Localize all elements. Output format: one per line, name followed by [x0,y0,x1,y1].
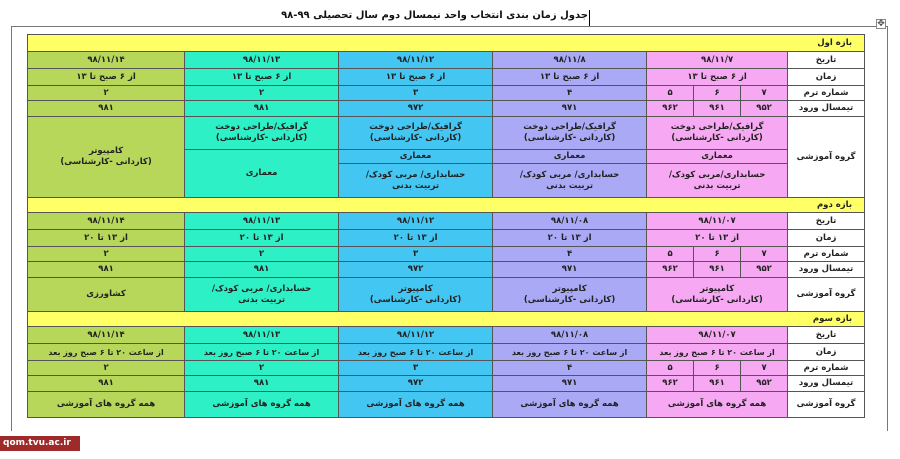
group-cell [185,278,339,312]
time-cell: از ساعت ۲۰ تا ۶ صبح روز بعد [493,344,647,361]
table-row [28,101,865,117]
time-cell: از ۶ صبح تا ۱۳ [185,69,339,86]
group-line: (کاردانی -کارشناسی) [671,294,763,305]
group-cell: همه گروه های آموزشی [339,392,493,418]
group-cell [185,117,339,150]
term-cell: ۷ [741,247,788,262]
term-cell: ۲ [28,86,185,101]
row-label-group: گروه آموزشی [788,392,865,418]
table-row [28,327,865,344]
group-cell [339,117,493,150]
time-cell: از ساعت ۲۰ تا ۶ صبح روز بعد [647,344,788,361]
entry-cell: ۹۷۱ [493,262,647,278]
table-row [28,361,865,376]
group-cell: کشاورزی [28,278,185,312]
date-cell: ۹۸/۱۱/۰۸ [493,327,647,344]
date-cell: ۹۸/۱۱/۰۷ [647,327,788,344]
row-label-date: تاریخ [788,213,865,230]
row-label-entry: تیمسال ورود [788,101,865,117]
entry-cell: ۹۷۲ [339,376,493,392]
phase-header: بازه دوم [28,198,865,213]
date-cell: ۹۸/۱۱/۱۲ [339,327,493,344]
table-row [28,262,865,278]
date-cell: ۹۸/۱۱/۱۳ [185,327,339,344]
group-cell: همه گروه های آموزشی [185,392,339,418]
date-cell: ۹۸/۱۱/۱۳ [185,213,339,230]
phase-header: بازه سوم [28,312,865,327]
group-line: گرافیک/طراحی دوخت [670,122,764,132]
group-line: کامپیوتر [552,283,587,294]
row-label-date: تاریخ [788,52,865,69]
group-line: گرافیک/طراحی دوخت [369,122,462,132]
term-cell: ۶ [694,86,741,101]
entry-cell: ۹۸۱ [28,101,185,117]
table-row [28,392,865,418]
time-cell: از ۱۳ تا ۲۰ [647,230,788,247]
entry-cell: ۹۸۱ [185,101,339,117]
page-title: جدول زمان بندی انتخاب واحد نیمسال دوم سال تحصیلی ۹۹-۹۸ [281,10,588,21]
term-cell: ۲ [28,361,185,376]
term-cell: ۲ [28,247,185,262]
table-row [28,86,865,101]
time-cell: از ۶ صبح تا ۱۳ [647,69,788,86]
table-row [28,376,865,392]
row-label-term: شماره ترم [788,86,865,101]
group-line: حسابداری/ مربی کودک/ [365,169,466,180]
group-cell [493,117,647,150]
row-label-term: شماره ترم [788,361,865,376]
table-row [28,117,865,150]
entry-cell: ۹۶۲ [647,101,694,117]
term-cell: ۵ [647,247,694,262]
group-cell: همه گروه های آموزشی [28,392,185,418]
date-cell: ۹۸/۱۱/۱۳ [185,52,339,69]
group-cell: معماری [185,150,339,198]
time-cell: از ۱۳ تا ۲۰ [185,230,339,247]
time-cell: از ۱۳ تا ۲۰ [339,230,493,247]
time-cell: از ۶ صبح تا ۱۳ [28,69,185,86]
entry-cell: ۹۸۱ [185,376,339,392]
group-cell [647,117,788,150]
table-row [28,230,865,247]
group-line: کامپیوتر [700,283,735,294]
date-cell: ۹۸/۱۱/۰۸ [493,213,647,230]
table-frame-left [11,26,12,431]
term-cell: ۳ [339,86,493,101]
table-row [28,344,865,361]
group-cell [493,164,647,198]
group-line: تربیت بدنی [238,294,286,305]
entry-cell: ۹۷۲ [339,262,493,278]
row-label-entry: تیمسال ورود [788,262,865,278]
group-line: (کاردانی -کارشناسی) [60,157,152,167]
table-move-handle-icon[interactable]: ✥ [877,19,885,29]
term-cell: ۴ [493,86,647,101]
site-logo-watermark: qom.tvu.ac.ir [0,436,80,451]
group-cell: همه گروه های آموزشی [493,392,647,418]
entry-cell: ۹۶۱ [694,262,741,278]
group-line: حسابداری/مربی کودک/ [668,169,766,180]
term-cell: ۳ [339,247,493,262]
date-cell: ۹۸/۱۱/۱۴ [28,213,185,230]
table-frame-top [11,26,888,27]
group-cell: معماری [647,150,788,164]
entry-cell: ۹۸۱ [185,262,339,278]
phase-header: بازه اول [28,35,865,52]
table-frame-right [887,26,888,431]
group-cell [339,164,493,198]
date-cell: ۹۸/۱۱/۷ [647,52,788,69]
group-cell: همه گروه های آموزشی [647,392,788,418]
row-label-time: زمان [788,69,865,86]
entry-cell: ۹۶۲ [647,376,694,392]
group-line: گرافیک/طراحی دوخت [523,122,616,132]
group-cell: معماری [339,150,493,164]
group-line: تربیت بدنی [392,180,440,191]
row-label-group: گروه آموزشی [788,278,865,312]
term-cell: ۶ [694,247,741,262]
entry-cell: ۹۶۱ [694,101,741,117]
entry-cell: ۹۶۲ [647,262,694,278]
group-line: گرافیک/طراحی دوخت [215,122,308,132]
term-cell: ۷ [741,86,788,101]
row-label-date: تاریخ [788,327,865,344]
time-cell: از ۶ صبح تا ۱۳ [493,69,647,86]
entry-cell: ۹۵۲ [741,376,788,392]
time-cell: از ۱۳ تا ۲۰ [28,230,185,247]
time-cell: از ۱۳ تا ۲۰ [493,230,647,247]
group-line: (کاردانی -کارشناسی) [671,133,763,143]
date-cell: ۹۸/۱۱/۸ [493,52,647,69]
group-line: (کاردانی -کارشناسی) [369,294,462,305]
group-line: تربیت بدنی [693,180,741,191]
date-cell: ۹۸/۱۱/۱۴ [28,52,185,69]
entry-cell: ۹۸۱ [28,262,185,278]
row-label-time: زمان [788,230,865,247]
entry-cell: ۹۵۲ [741,101,788,117]
group-line: حسابداری/ مربی کودک/ [519,169,620,180]
time-cell: از ساعت ۲۰ تا ۶ صبح روز بعد [339,344,493,361]
term-cell: ۷ [741,361,788,376]
group-cell [339,278,493,312]
group-line: (کاردانی -کارشناسی) [523,294,616,305]
group-line: (کاردانی -کارشناسی) [369,133,462,143]
group-cell: معماری [493,150,647,164]
group-line: تربیت بدنی [546,180,594,191]
term-cell: ۴ [493,247,647,262]
entry-cell: ۹۵۲ [741,262,788,278]
group-cell [493,278,647,312]
term-cell: ۲ [185,361,339,376]
term-cell: ۲ [185,86,339,101]
entry-cell: ۹۷۱ [493,376,647,392]
group-line: حسابداری/ مربی کودک/ [211,283,312,294]
entry-cell: ۹۷۱ [493,101,647,117]
table-row [28,213,865,230]
entry-cell: ۹۷۲ [339,101,493,117]
term-cell: ۵ [647,86,694,101]
date-cell: ۹۸/۱۱/۱۴ [28,327,185,344]
table-row [28,247,865,262]
table-row [28,69,865,86]
group-line: (کاردانی -کارشناسی) [523,133,616,143]
schedule-table [27,34,865,418]
group-line: (کاردانی -کارشناسی) [215,133,308,143]
table-row [28,278,865,312]
time-cell: از ساعت ۲۰ تا ۶ صبح روز بعد [185,344,339,361]
group-line: کامپیوتر [88,146,124,156]
date-cell: ۹۸/۱۱/۱۲ [339,52,493,69]
term-cell: ۳ [339,361,493,376]
time-cell: از ۶ صبح تا ۱۳ [339,69,493,86]
entry-cell: ۹۸۱ [28,376,185,392]
row-label-time: زمان [788,344,865,361]
group-cell [647,278,788,312]
term-cell: ۲ [185,247,339,262]
row-label-group: گروه آموزشی [788,117,865,198]
date-cell: ۹۸/۱۱/۱۲ [339,213,493,230]
time-cell: از ساعت ۲۰ تا ۶ صبح روز بعد [28,344,185,361]
group-cell [28,117,185,198]
row-label-term: شماره ترم [788,247,865,262]
term-cell: ۶ [694,361,741,376]
entry-cell: ۹۶۱ [694,376,741,392]
term-cell: ۴ [493,361,647,376]
group-cell [647,164,788,198]
group-line: کامپیوتر [398,283,433,294]
table-row [28,52,865,69]
row-label-entry: تیمسال ورود [788,376,865,392]
date-cell: ۹۸/۱۱/۰۷ [647,213,788,230]
term-cell: ۵ [647,361,694,376]
